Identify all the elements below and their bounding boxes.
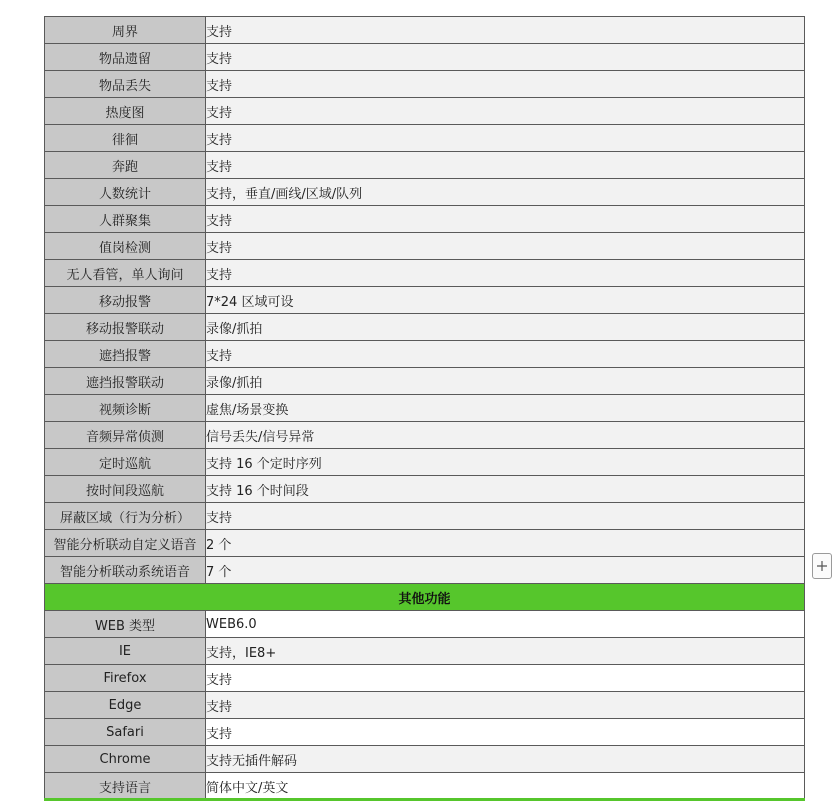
spec-label: 热度图 [45,98,206,125]
spec-value: 7*24 区域可设 [206,287,805,314]
spec-label: IE [45,638,206,665]
spec-label: 值岗检测 [45,233,206,260]
table-row [45,746,805,773]
spec-value: 支持 [206,692,805,719]
table-row [45,557,805,584]
spec-label: 无人看管，单人询问 [45,260,206,287]
spec-label: Chrome [45,746,206,773]
table-row [45,395,805,422]
spec-value: 支持 [206,341,805,368]
table-row [45,719,805,746]
spec-label: Safari [45,719,206,746]
spec-value: 支持 [206,125,805,152]
table-row [45,692,805,719]
expand-button[interactable] [812,553,832,579]
spec-label: 音频异常侦测 [45,422,206,449]
plus-icon [816,560,828,572]
table-row [45,638,805,665]
spec-value: 录像/抓拍 [206,368,805,395]
spec-value: 2 个 [206,530,805,557]
table-row [45,179,805,206]
spec-value: 支持 [206,503,805,530]
spec-label: 智能分析联动自定义语音 [45,530,206,557]
spec-value: 支持，垂直/画线/区域/队列 [206,179,805,206]
table-row [45,611,805,638]
spec-label: 遮挡报警联动 [45,368,206,395]
table-row [45,44,805,71]
spec-value: WEB6.0 [206,611,805,638]
spec-value: 支持 16 个定时序列 [206,449,805,476]
spec-label: 视频诊断 [45,395,206,422]
spec-value: 7 个 [206,557,805,584]
spec-label: 移动报警联动 [45,314,206,341]
spec-value: 录像/抓拍 [206,314,805,341]
table-row [45,503,805,530]
spec-value: 虚焦/场景变换 [206,395,805,422]
spec-label: WEB 类型 [45,611,206,638]
spec-label: 奔跑 [45,152,206,179]
spec-value: 支持 [206,17,805,44]
spec-label: 遮挡报警 [45,341,206,368]
table-row [45,152,805,179]
spec-value: 支持 16 个时间段 [206,476,805,503]
spec-value: 信号丢失/信号异常 [206,422,805,449]
spec-label: 物品遗留 [45,44,206,71]
table-row [45,773,805,800]
spec-label: 周界 [45,17,206,44]
table-row [45,314,805,341]
spec-label: 支持语言 [45,773,206,800]
spec-value: 支持 [206,719,805,746]
spec-value: 支持，IE8+ [206,638,805,665]
table-row [45,260,805,287]
table-row [45,368,805,395]
spec-label: Firefox [45,665,206,692]
spec-label: 移动报警 [45,287,206,314]
table-row [45,449,805,476]
section-header-row [45,584,805,611]
spec-label: 人数统计 [45,179,206,206]
spec-value: 支持 [206,233,805,260]
spec-label: 定时巡航 [45,449,206,476]
spec-value: 支持 [206,206,805,233]
spec-label: 物品丢失 [45,71,206,98]
spec-label: 智能分析联动系统语音 [45,557,206,584]
table-row [45,206,805,233]
table-row [45,530,805,557]
spec-table-body [45,17,805,800]
table-row [45,233,805,260]
table-row [45,98,805,125]
table-row [45,341,805,368]
spec-value: 支持 [206,44,805,71]
table-row [45,665,805,692]
spec-value: 支持 [206,152,805,179]
table-row [45,287,805,314]
spec-value: 支持 [206,98,805,125]
table-row [45,476,805,503]
spec-label: 徘徊 [45,125,206,152]
spec-label: Edge [45,692,206,719]
spec-label: 屏蔽区域（行为分析） [45,503,206,530]
spec-label: 人群聚集 [45,206,206,233]
spec-value: 支持 [206,260,805,287]
spec-value: 支持无插件解码 [206,746,805,773]
spec-table [44,16,805,800]
spec-label: 按时间段巡航 [45,476,206,503]
spec-value: 支持 [206,665,805,692]
table-row [45,71,805,98]
table-row [45,422,805,449]
table-row [45,17,805,44]
spec-value: 简体中文/英文 [206,773,805,800]
spec-value: 支持 [206,71,805,98]
section-title: 其他功能 [45,584,805,611]
table-row [45,125,805,152]
